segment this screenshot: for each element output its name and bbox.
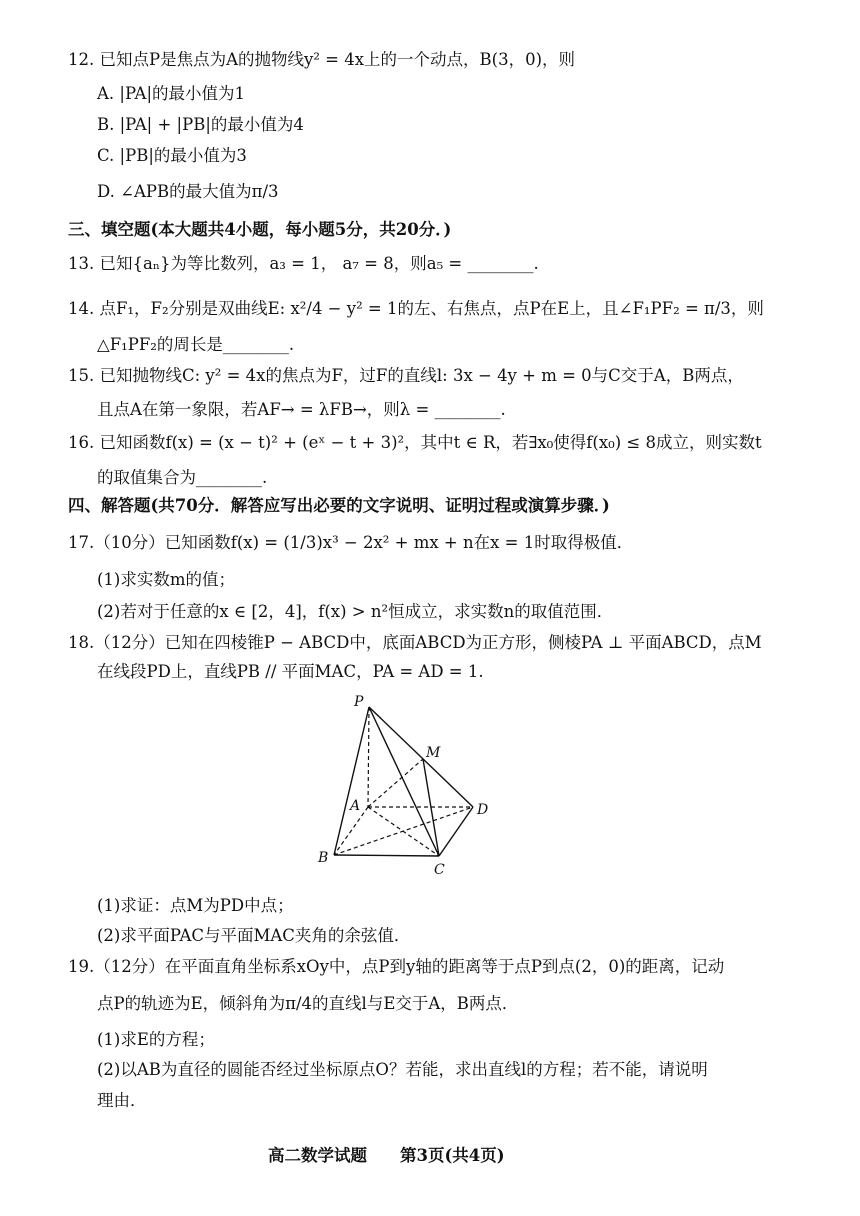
q18-part2: (2)求平面PAC与平面MAC夹角的余弦值．: [97, 926, 411, 945]
q14-line1: 14. 点F₁，F₂分别是双曲线E: x²/4 − y² = 1的左、右焦点，点P在E上，且∠F₁PF₂ = π/3，则: [68, 299, 764, 318]
diagonal-bd: [334, 807, 473, 855]
label-d: D: [477, 802, 489, 818]
q14-line2: △F₁PF₂的周长是________.: [97, 335, 295, 354]
label-p: P: [354, 694, 364, 710]
segment-am: [368, 759, 423, 807]
q12-option-a: A. |PA|的最小值为1: [97, 84, 246, 103]
q17-part1: (1)求实数m的值；: [97, 570, 236, 589]
q15-line1: 15. 已知抛物线C: y² = 4x的焦点为F，过F的直线l: 3x − 4y + m = 0与C交于A，B两点，: [68, 366, 744, 385]
q19-part3: 理由．: [97, 1091, 147, 1110]
section-4-heading: 四、解答题(共70分．解答应写出必要的文字说明、证明过程或演算步骤．): [68, 496, 610, 515]
q15-line2: 且点A在第一象限，若AF→ = λFB→，则λ = ________.: [97, 400, 506, 419]
page-footer: 高二数学试题 第3页(共4页): [268, 1146, 505, 1165]
section-3-heading: 三、填空题(本大题共4小题，每小题5分，共20分．): [68, 220, 452, 239]
edge-bc: [334, 855, 439, 856]
q18-line2: 在线段PD上，直线PB // 平面MAC，PA = AD = 1.: [97, 662, 484, 681]
edge-pc: [369, 707, 439, 856]
label-b: B: [318, 850, 329, 866]
edge-cd: [439, 807, 473, 856]
q19-part1: (1)求E的方程；: [97, 1030, 215, 1049]
q12-option-c: C. |PB|的最小值为3: [97, 146, 247, 165]
q17-stem: 17.（10分）已知函数f(x) = (1/3)x³ − 2x² + mx + n在x = 1时取得极值．: [68, 533, 634, 552]
q19-part2: (2)以AB为直径的圆能否经过坐标原点O？若能，求出直线l的方程；若不能，请说明: [97, 1060, 708, 1079]
q17-part2: (2)若对于任意的x ∈ [2，4]，f(x) > n²恒成立，求实数n的取值范围．: [97, 602, 614, 621]
pyramid-figure: [300, 690, 510, 880]
q16-line1: 16. 已知函数f(x) = (x − t)² + (eˣ − t + 3)²，其中t ∈ R，若∃x₀使得f(x₀) ≤ 8成立，则实数t: [68, 433, 762, 452]
edge-pa: [368, 707, 369, 807]
q12-option-b: B. |PA| + |PB|的最小值为4: [97, 115, 304, 134]
q19-line2: 点P的轨迹为E，倾斜角为π/4的直线l与E交于A，B两点．: [97, 994, 519, 1013]
label-m: M: [426, 745, 441, 761]
q18-part1: (1)求证：点M为PD中点；: [97, 896, 294, 915]
q12-stem: 12. 已知点P是焦点为A的抛物线y² = 4x上的一个动点，B(3，0)，则: [68, 50, 576, 69]
q13: 13. 已知{aₙ}为等比数列，a₃ = 1， a₇ = 8，则a₅ = ________.: [68, 254, 539, 273]
q12-option-d: D. ∠APB的最大值为π/3: [97, 182, 279, 201]
label-c: C: [434, 862, 445, 878]
q19-line1: 19.（12分）在平面直角坐标系xOy中，点P到y轴的距离等于点P到点(2，0)的距离，记动: [68, 957, 725, 976]
edge-pb: [334, 707, 369, 855]
label-a: A: [350, 798, 361, 814]
q18-line1: 18.（12分）已知在四棱锥P − ABCD中，底面ABCD为正方形，侧棱PA ⊥ 平面ABCD，点M: [68, 633, 762, 652]
q16-line2: 的取值集合为________.: [97, 468, 268, 487]
